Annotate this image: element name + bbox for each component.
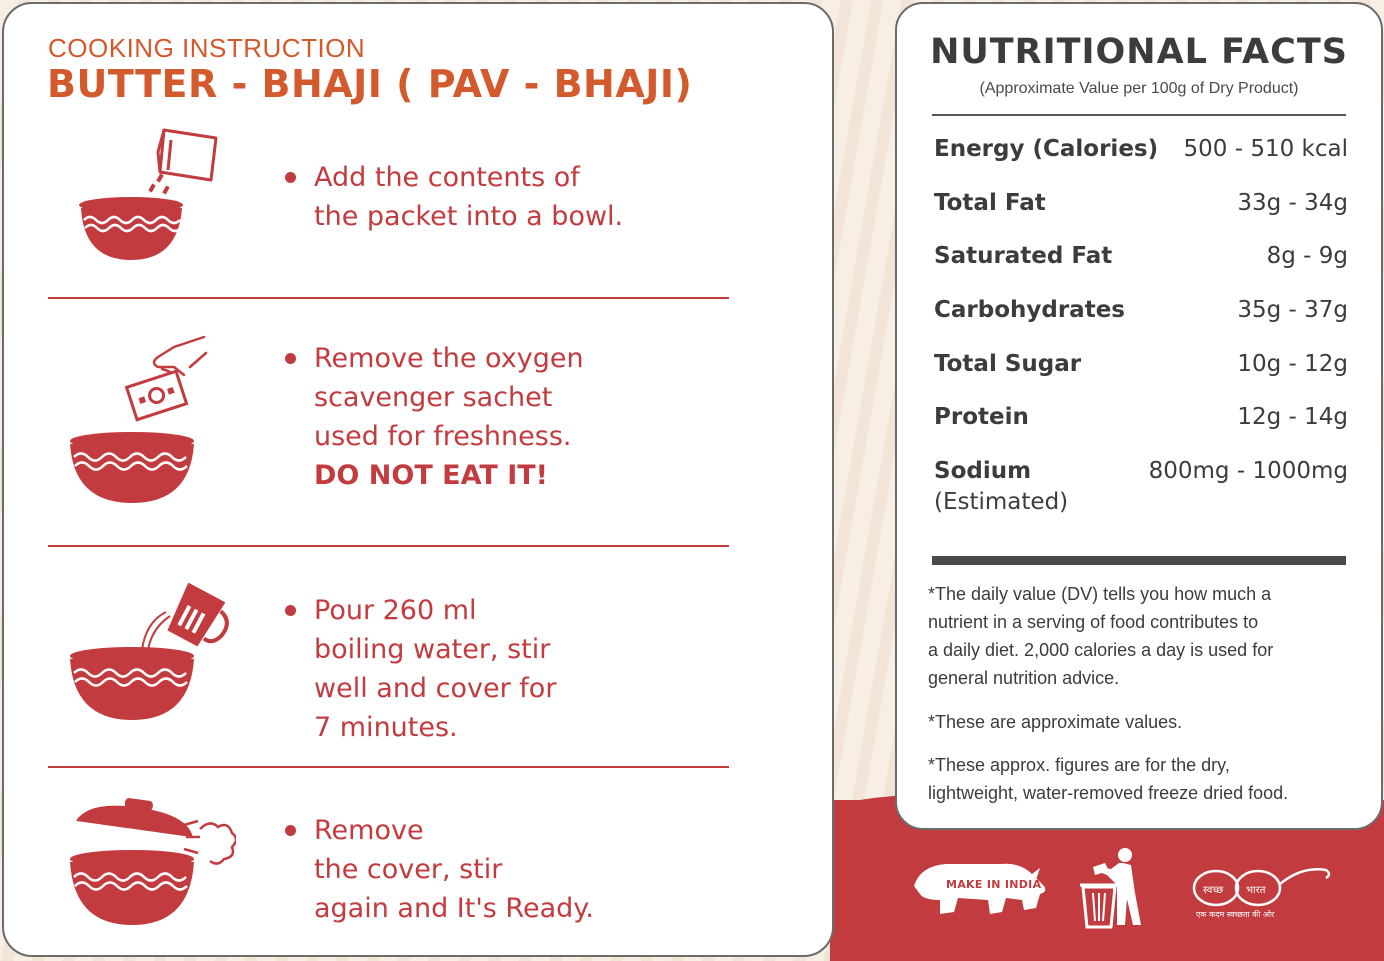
- nutrient-name: Carbohydrates: [934, 297, 1125, 323]
- note-1-line-3: a daily diet. 2,000 calories a day is used for: [928, 640, 1274, 660]
- step-4-bullet: [285, 825, 296, 836]
- nutrition-top-rule: [932, 114, 1346, 116]
- nutrition-row-protein: [934, 404, 1348, 444]
- step-1-bullet: [285, 172, 296, 183]
- step-3-text: [314, 591, 556, 747]
- swachh-text: स्वच्छ: [1203, 885, 1224, 896]
- instructions-title: BUTTER - BHAJI ( PAV - BHAJI): [47, 62, 693, 106]
- nutrient-name: Energy (Calories): [934, 136, 1159, 162]
- pour-packet-into-bowl-icon: [76, 122, 226, 267]
- nutrient-value: 800mg - 1000mg: [1148, 458, 1348, 484]
- note-1-line-1: *The daily value (DV) tells you how much a: [928, 584, 1272, 604]
- nutrient-value: 500 - 510 kcal: [1183, 136, 1348, 162]
- step-1-line-1: Add the contents of: [314, 162, 580, 193]
- nutrient-name: Saturated Fat: [934, 243, 1113, 269]
- nutrition-row-carbohydrates: [934, 297, 1348, 337]
- note-2-line-1: *These are approximate values.: [928, 712, 1183, 732]
- nutrition-subtitle: (Approximate Value per 100g of Dry Product): [979, 80, 1299, 97]
- dry-food-note: [928, 751, 1288, 807]
- step-3-line-2: boiling water, stir: [314, 634, 551, 665]
- nutrient-value: 33g - 34g: [1237, 190, 1348, 216]
- nutrition-row-total-sugar: [934, 351, 1348, 391]
- note-3-line-1: *These approx. figures are for the dry,: [928, 755, 1230, 775]
- step-divider-2: [48, 545, 729, 547]
- step-divider-3: [48, 766, 729, 768]
- step-4-line-1: Remove: [314, 815, 424, 846]
- instructions-label: COOKING INSTRUCTION: [48, 33, 366, 63]
- step-3-line-1: Pour 260 ml: [314, 595, 477, 626]
- step-4-line-2: the cover, stir: [314, 854, 503, 885]
- step-4-text: [314, 811, 594, 928]
- steaming-covered-bowl-icon: [66, 795, 236, 930]
- step-2-text: [314, 339, 584, 495]
- nutrition-row-saturated-fat: [934, 243, 1348, 283]
- dispose-in-bin-icon: [1075, 845, 1150, 930]
- step-2-line-1: Remove the oxygen: [314, 343, 584, 374]
- daily-value-note: [928, 580, 1273, 692]
- nutrient-name: Total Fat: [934, 190, 1046, 216]
- step-1-text: [314, 158, 623, 236]
- nutrient-value: 12g - 14g: [1237, 404, 1348, 430]
- nutrient-value: 10g - 12g: [1237, 351, 1348, 377]
- note-1-line-2: nutrient in a serving of food contributes to: [928, 612, 1259, 632]
- step-2-line-3: used for freshness.: [314, 421, 572, 452]
- make-in-india-text: MAKE IN INDIA: [946, 878, 1042, 891]
- step-divider-1: [48, 297, 729, 299]
- nutrient-value: 35g - 37g: [1237, 297, 1348, 323]
- remove-sachet-icon: [66, 333, 216, 508]
- nutrition-bottom-bar: [932, 556, 1346, 565]
- nutrition-title: NUTRITIONAL FACTS: [930, 32, 1348, 72]
- step-2-bullet: [285, 353, 296, 364]
- step-3-line-4: 7 minutes.: [314, 712, 458, 743]
- nutrient-name: Protein: [934, 404, 1029, 430]
- nutrient-value: 8g - 9g: [1266, 243, 1348, 269]
- pour-water-into-bowl-icon: [66, 580, 236, 730]
- sodium-estimated-note: (Estimated): [934, 489, 1069, 515]
- nutrition-row-energy: [934, 136, 1348, 176]
- bharat-text: भारत: [1246, 885, 1266, 896]
- step-3-bullet: [285, 605, 296, 616]
- approximate-values-note: [928, 708, 1182, 736]
- nutrient-name: Sodium: [934, 458, 1032, 484]
- swachh-tagline: एक कदम स्वच्छता की ओर: [1196, 910, 1275, 919]
- step-2-warning: DO NOT EAT IT!: [314, 460, 548, 491]
- step-1-line-2: the packet into a bowl.: [314, 201, 624, 232]
- step-2-line-2: scavenger sachet: [314, 382, 553, 413]
- note-3-line-2: lightweight, water-removed freeze dried food.: [928, 783, 1289, 803]
- nutrition-row-total-fat: [934, 190, 1348, 230]
- step-3-line-3: well and cover for: [314, 673, 557, 704]
- note-1-line-4: general nutrition advice.: [928, 668, 1120, 688]
- step-4-line-3: again and It's Ready.: [314, 893, 594, 924]
- nutrient-name: Total Sugar: [934, 351, 1082, 377]
